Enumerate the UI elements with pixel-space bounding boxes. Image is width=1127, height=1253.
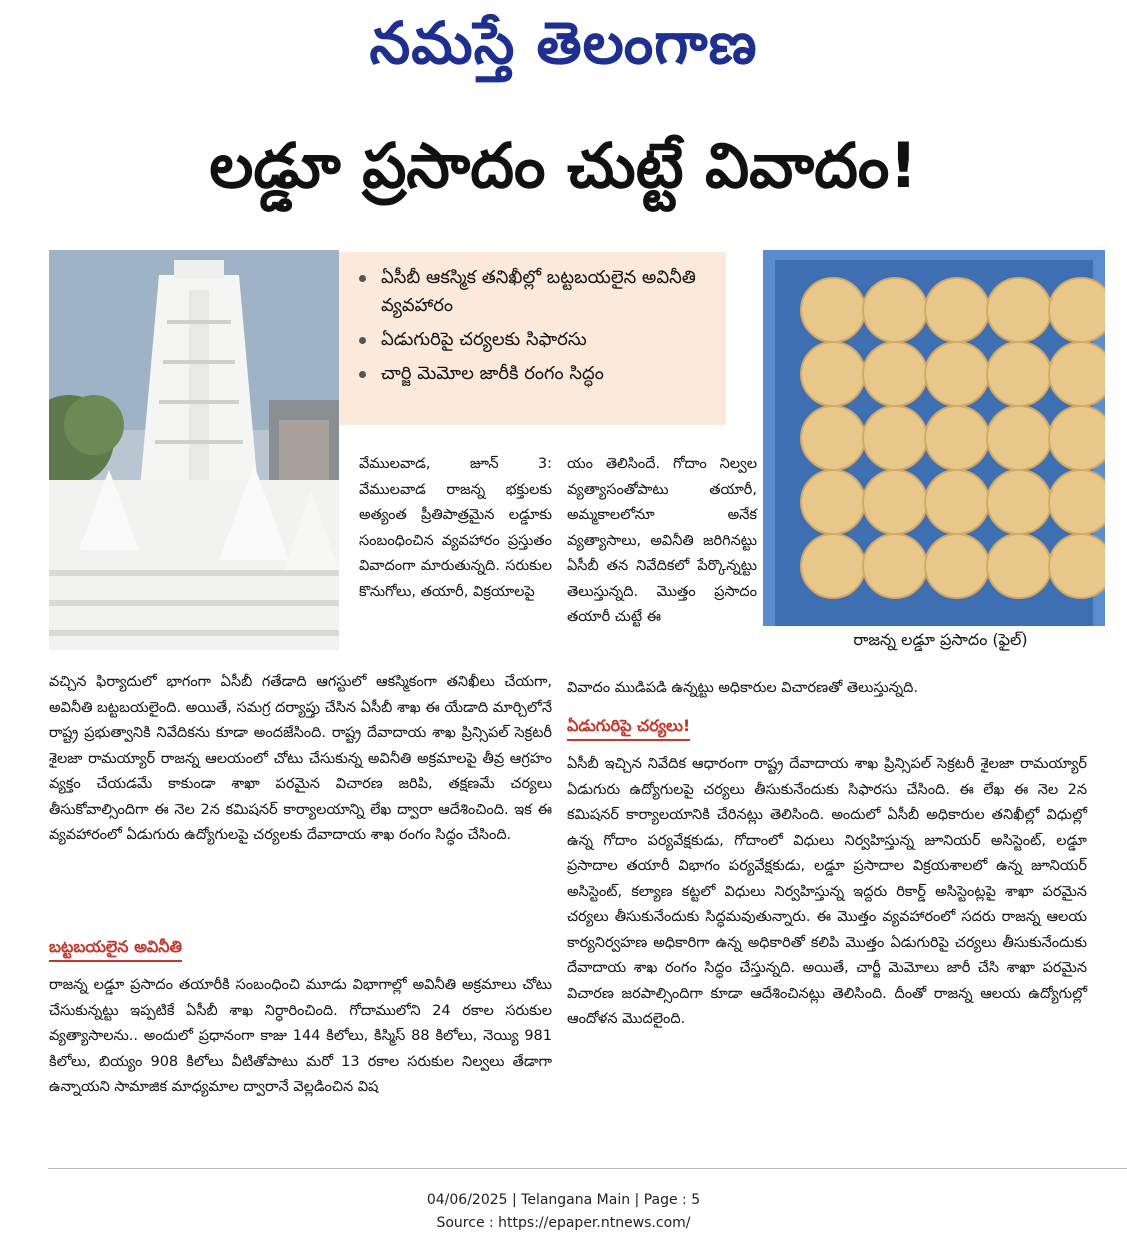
laddu bbox=[925, 278, 989, 342]
laddu bbox=[1049, 406, 1105, 470]
laddu bbox=[863, 342, 927, 406]
laddu-photo bbox=[763, 250, 1105, 626]
subheading-2-wrap bbox=[567, 714, 690, 741]
article-paragraph: వచ్చిన ఫిర్యాదులో భాగంగా ఏసీబీ గతేడాది ఆగస్టులో ఆకస్మికంగా తనిఖీలు చేయగా, అవినీతి బట్టబయలైంది. అయితే, సమగ్ర దర్యాప్తు చేసిన ఏసీబీ శాఖ ఈ యేడాది మార్చిలోనే రాష్ట్ర ప్రభుత్వానికి నివేదికను కూడా అందజేసింది. రాష్ట్ర దేవాదాయ శాఖ ప్రిన్సిపల్ సెక్రటరీ శైలజా రామయ్యార్ రాజన్న ఆలయంలో చోటు చేసుకున్న అవినీతి అక్రమాలపై తీవ్ర ఆగ్రహం వ్యక్తం చేయడమే కాకుండా శాఖా పరమైన విచారణ జరిపి, తక్షణమే చర్యలు తీసుకోవాల్సిందిగా ఈ నెల 2న కమిషనర్ కార్యాలయాన్ని లేఖ ద్వారా ఆదేశించింది. ఇక ఈ వ్యవహారంలో ఏడుగురు ఉద్యోగులపై చర్యలకు దేవాదాయ శాఖ రంగం సిద్ధం చేసింది. bbox=[49, 674, 552, 843]
subheading: ఏడుగురిపై చర్యలు! bbox=[567, 714, 690, 741]
laddu bbox=[1049, 278, 1105, 342]
article-col2-intro bbox=[567, 452, 757, 631]
laddu bbox=[987, 278, 1051, 342]
article-paragraph: వేములవాడ, జూన్ 3: వేములవాడ రాజన్న భక్తులకు అత్యంత ప్రీతిపాత్రమైన లడ్డూకు సంబంధించిన వ్యవహారం ప్రస్తుతం వివాదంగా మారుతున్నది. సరుకుల కొనుగోలు, తయారీ, విక్రయాలపై bbox=[359, 456, 552, 600]
laddu bbox=[801, 534, 865, 598]
article-col1-sub1 bbox=[49, 973, 552, 1101]
article-paragraph: ఏసీబీ ఇచ్చిన నివేదిక ఆధారంగా రాష్ట్ర దేవాదాయ శాఖ ప్రిన్సిపల్ సెక్రటరీ శైలజా రామయ్యార్ ఏడుగురు ఉద్యోగులపై చర్యలు తీసుకునేందుకు సిఫారసు చేసింది. ఈ లేఖ ఈ నెల 2న కమిషనర్ కార్యాలయానికి చేరినట్లు తెలిసింది. అందులో ఏసీబీ అధికారుల తనిఖీల్లో విధుల్లో ఉన్న గోదాం పర్యవేక్షకుడు, గోదాంలో విధులు నిర్వహిస్తున్న జూనియర్ అసిస్టెంట్, లడ్డూ ప్రసాదాల తయారీ విభాగం పర్యవేక్షకుడు, లడ్డూ ప్రసాదాల విక్రయశాలలో ఉన్న జూనియర్ అసిస్టెంట్, కల్యాణ కట్టలో విధులు నిర్వహిస్తున్న ఇద్దరు రికార్డ్ అసిస్టెంట్లపై శాఖా పరమైన చర్యలు తీసుకునేందుకు సిద్ధమవుతున్నారు. ఈ మొత్తం వ్యవహారంలో సదరు రాజన్న ఆలయ కార్యనిర్వహణ అధికారిగా ఉన్న అధికారితో కలిపి మొత్తం ఏడుగురిపై చర్యలు తీసుకునేందుకు దేవాదాయ శాఖ రంగం సిద్ధం చేస్తున్నది. అయితే, చార్జీ మెమోలు జారీ చేసి శాఖా పరమైన విచారణ జరపాల్సిందిగా కూడా ఆదేశించినట్లు తెలిసింది. దీంతో రాజన్న ఆలయ ఉద్యోగుల్లో ఆందోళన మొదలైంది. bbox=[567, 756, 1087, 1027]
laddu bbox=[801, 406, 865, 470]
footer-divider bbox=[48, 1168, 1127, 1169]
laddu bbox=[987, 534, 1051, 598]
laddu bbox=[925, 534, 989, 598]
article-headline: లడ్డూ ప్రసాదం చుట్టే వివాదం! bbox=[209, 129, 918, 202]
laddu bbox=[801, 278, 865, 342]
laddu bbox=[925, 342, 989, 406]
subheading: బట్టబయలైన అవినీతి bbox=[49, 935, 182, 962]
summary-bullet: చార్జి మెమోల జారీకి రంగం సిద్ధం bbox=[353, 360, 716, 388]
newspaper-masthead: నమస్తే తెలంగాణ bbox=[369, 9, 758, 77]
laddu bbox=[863, 278, 927, 342]
article-paragraph: రాజన్న లడ్డూ ప్రసాదం తయారీకి సంబంధించి మూడు విభాగాల్లో అవినీతి అక్రమాలు చోటు చేసుకున్నట్టు ఇప్పటికే ఏసీబీ శాఖ నిర్ధారించింది. గోదాములోని 24 రకాల సరుకుల వ్యత్యాసాలను.. అందులో ప్రధానంగా కాజు 144 కిలోలు, కిస్మిస్ 88 కిలోలు, నెయ్యి 981 కిలోలు, బియ్యం 908 కిలోలు వీటితోపాటు మరో 13 రకాల సరుకుల నిల్వలు తేడాగా ఉన్నాయని సామాజిక మాధ్యమాల ద్వారానే వెల్లడించిన విష bbox=[49, 977, 552, 1095]
laddu bbox=[987, 470, 1051, 534]
laddu bbox=[1049, 534, 1105, 598]
laddu bbox=[987, 406, 1051, 470]
article-col1-intro bbox=[359, 452, 552, 605]
laddu bbox=[987, 342, 1051, 406]
footer-source: Source : https://epaper.ntnews.com/ bbox=[436, 1215, 691, 1231]
article-paragraph: యం తెలిసిందే. గోదాం నిల్వల వ్యత్యాసంతోపాటు తయారీ, అమ్మకాలలోనూ అనేక వ్యత్యాసాలు, అవినీతి జరిగినట్టు ఏసీబీ తన నివేదికలో పేర్కొన్నట్టు తెలుస్తున్నది. మొత్తం ప్రసాదం తయారీ చుట్టే ఈ bbox=[567, 456, 757, 625]
laddu bbox=[925, 470, 989, 534]
summary-bullet: ఏడుగురిపై చర్యలకు సిఫారసు bbox=[353, 326, 716, 354]
footer-date-page: 04/06/2025 | Telangana Main | Page : 5 bbox=[426, 1192, 701, 1208]
laddu bbox=[1049, 470, 1105, 534]
laddu bbox=[863, 470, 927, 534]
laddu bbox=[863, 534, 927, 598]
laddu bbox=[863, 406, 927, 470]
subheading-1-wrap bbox=[49, 935, 182, 962]
laddu bbox=[1049, 342, 1105, 406]
temple-photo bbox=[49, 250, 339, 650]
article-paragraph: వివాదం ముడిపడి ఉన్నట్టు అధికారుల విచారణతో తెలుస్తున్నది. bbox=[567, 680, 918, 696]
photo-caption: రాజన్న లడ్డూ ప్రసాదం (ఫైల్) bbox=[853, 630, 1028, 649]
article-col1-body bbox=[49, 670, 552, 849]
article-col2-cont bbox=[567, 676, 1087, 702]
summary-bullet: ఏసీబీ ఆకస్మిక తనిఖీల్లో బట్టబయలైన అవినీతి వ్యవహారం bbox=[353, 264, 716, 320]
article-col2-sub2 bbox=[567, 752, 1087, 1033]
laddu bbox=[925, 406, 989, 470]
summary-bullets-box bbox=[339, 252, 726, 425]
laddu bbox=[801, 470, 865, 534]
laddu bbox=[801, 342, 865, 406]
